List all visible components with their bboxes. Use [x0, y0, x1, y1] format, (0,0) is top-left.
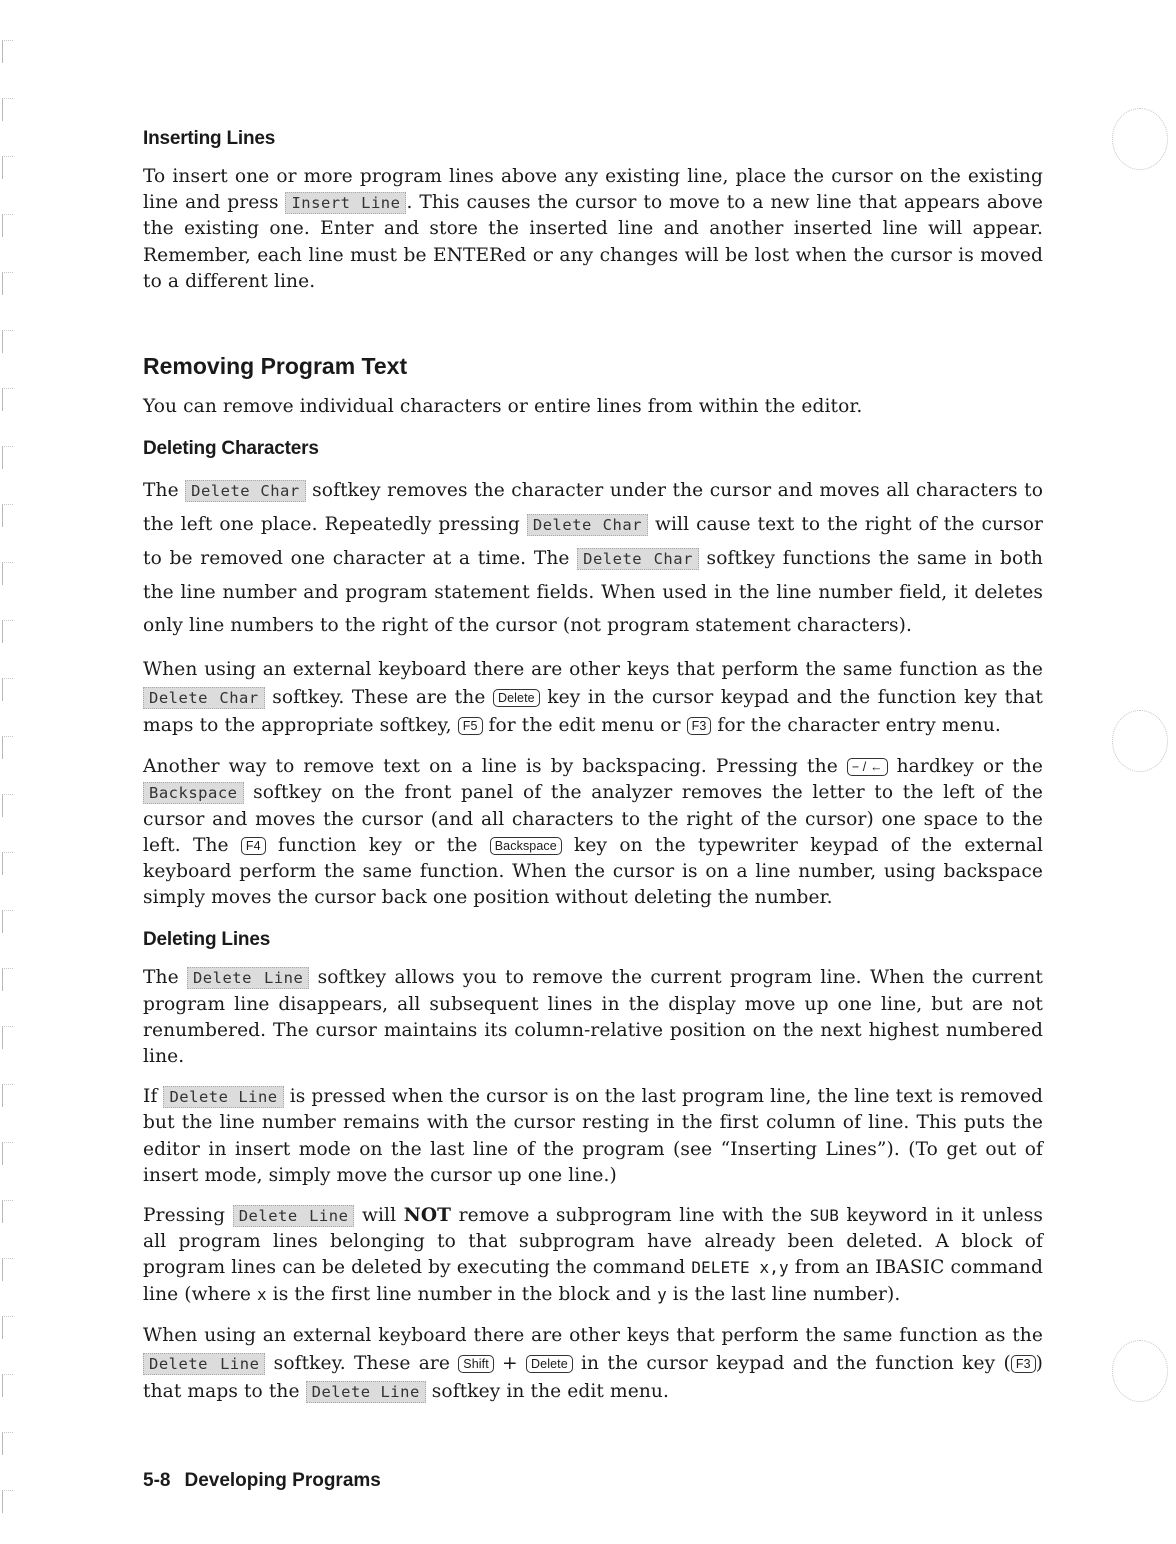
softkey-backspace: Backspace	[143, 782, 244, 804]
binding-edge	[2, 40, 16, 1520]
softkey-delete-line: Delete Line	[163, 1086, 283, 1108]
punch-hole-top	[1112, 108, 1168, 170]
key-f5: F5	[458, 717, 483, 735]
page-footer	[143, 1470, 381, 1492]
softkey-delete-char: Delete Char	[577, 548, 699, 570]
code-delete-command: DELETE x,y	[691, 1258, 789, 1278]
heading-removing-program-text: Removing Program Text	[143, 353, 408, 380]
page-number: 5-8	[143, 1470, 171, 1491]
paragraph-delete-char-keyboard: When using an external keyboard there are other keys that perform the same function as the Delete Char softkey. These are the Delete key in the cursor keypad and the function key that maps to the appropriate softkey, F5 for the edit menu or F3 for the character entry menu.	[143, 659, 1043, 737]
heading-deleting-lines: Deleting Lines	[143, 929, 271, 951]
paragraph-delete-line-sub: Pressing Delete Line will NOT remove a subprogram line with the SUB keyword in it unless all program lines belonging to that subprogram have already been deleted. A block of program lines can be deleted by executing the command DELETE x,y from an IBASIC command line (where x is the first line number in the block and y is the last line number).	[143, 1205, 1044, 1305]
softkey-delete-char: Delete Char	[185, 480, 306, 502]
paragraph-delete-char: The Delete Char softkey removes the character under the cursor and moves all characters to the left one place. Repeatedly pressing Delete Char will cause text to the right of the cursor to be removed one character at a time. The Delete Char softkey functions the same in both the line number and program statement fields. When used in the line number field, it deletes only line numbers to the right of the cursor (not program statement characters).	[143, 480, 1044, 637]
key-f3: F3	[1011, 1355, 1036, 1373]
softkey-delete-line: Delete Line	[187, 967, 309, 989]
paragraph-removing-intro: You can remove individual characters or entire lines from within the editor.	[143, 396, 863, 418]
key-backspace: Backspace	[490, 837, 562, 855]
softkey-delete-line: Delete Line	[306, 1381, 426, 1403]
paragraph-delete-line: The Delete Line softkey allows you to remove the current program line. When the current program line disappears, all subsequent lines in the display move up one line, but are not renumbered. The cursor maintains its column-relative position on the next highest numbered line.	[143, 967, 1043, 1068]
softkey-delete-char: Delete Char	[527, 514, 648, 536]
key-delete: Delete	[526, 1355, 573, 1373]
punch-hole-bottom	[1112, 1340, 1168, 1402]
softkey-insert-line: Insert Line	[285, 192, 406, 214]
softkey-delete-line: Delete Line	[233, 1205, 355, 1227]
main-content	[143, 128, 1043, 1420]
chapter-title: Developing Programs	[184, 1470, 381, 1491]
heading-inserting-lines: Inserting Lines	[143, 128, 276, 149]
key-shift: Shift	[458, 1355, 494, 1373]
softkey-delete-line: Delete Line	[143, 1353, 265, 1375]
paragraph-delete-line-keyboard: When using an external keyboard there are other keys that perform the same function as the Delete Line softkey. These are Shift + Delete in the cursor keypad and the function key ( F3 ) that maps to the Delete Line softkey in the edit menu.	[143, 1324, 1044, 1402]
paragraph-backspacing: Another way to remove text on a line is by backspacing. Pressing the − / ← hardkey or the Backspace softkey on the front panel of the analyzer removes the letter to the left of the cursor and moves the cursor (and all characters to the right of the cursor) one space to the left. The F4 function key or the Backspace key on the typewriter keypad of the external keyboard perform the same function. When the cursor is on a line number, using backspace simply moves the cursor back one position without deleting the number.	[143, 756, 1044, 909]
softkey-delete-char: Delete Char	[143, 687, 265, 709]
key-back-arrow: − / ←	[847, 758, 888, 776]
key-f4: F4	[241, 837, 266, 855]
key-f3: F3	[687, 717, 712, 735]
paragraph-delete-line-last: If Delete Line is pressed when the cursor is on the last program line, the line text is removed but the line number remains with the cursor resting in the first column of line. This puts the editor in insert mode on the last line of the program (see “Inserting Lines”). (To get out of insert mode, simply move the cursor up one line.)	[143, 1086, 1044, 1186]
paragraph-inserting-lines: To insert one or more program lines above any existing line, place the cursor on the existing line and press Insert Line . This causes the cursor to move to a new line that appears above the existing one. Enter and store the inserted line and another inserted line will appear. Remember, each line must be ENTERed or any changes will be lost when the cursor is moved to a different line.	[143, 166, 1044, 292]
heading-deleting-characters: Deleting Characters	[143, 438, 319, 460]
key-delete: Delete	[493, 689, 540, 707]
punch-hole-middle	[1112, 710, 1168, 772]
code-sub: SUB	[809, 1206, 839, 1226]
